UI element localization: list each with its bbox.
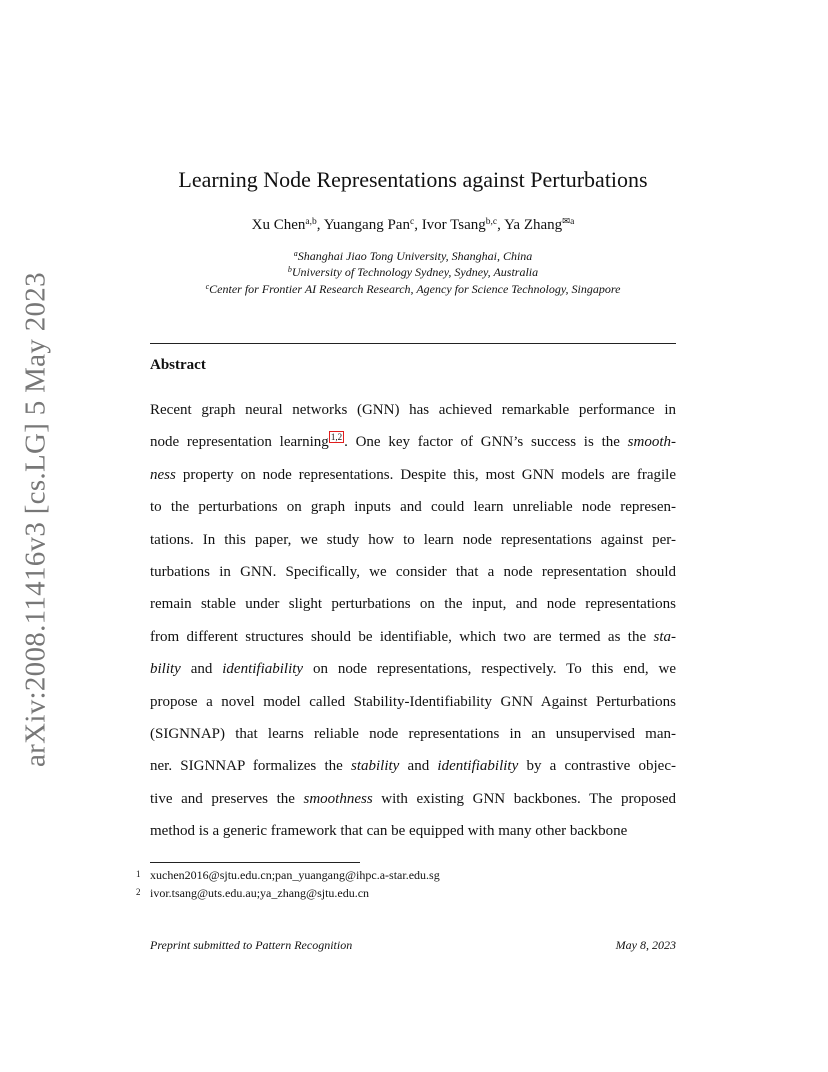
emphasized-term: stability bbox=[350, 758, 400, 775]
abstract-text: turbations in GNN. Specifically, we consider that a node representation should bbox=[150, 564, 676, 581]
affiliation-line bbox=[150, 281, 676, 297]
affiliation-mark: a bbox=[293, 249, 298, 258]
author-affiliation-mark: c bbox=[409, 217, 415, 227]
author-affiliation-mark: ✉a bbox=[562, 217, 575, 227]
abstract-line bbox=[150, 491, 676, 523]
abstract-text: method is a generic framework that can be equipped with many other backbone bbox=[150, 823, 628, 840]
emphasized-term: identifiability bbox=[222, 661, 304, 678]
abstract-text: propose a novel model called Stability-Identifiability GNN Against Perturbations bbox=[150, 693, 676, 710]
affiliation-text: Shanghai Jiao Tong University, Shanghai, China bbox=[297, 249, 533, 263]
footer-date: May 8, 2023 bbox=[615, 938, 676, 952]
abstract-line bbox=[150, 556, 676, 588]
abstract-line bbox=[150, 783, 676, 815]
abstract-line bbox=[150, 653, 676, 685]
affiliation-line bbox=[150, 264, 676, 280]
abstract-line bbox=[150, 588, 676, 620]
affiliation-mark: b bbox=[287, 265, 292, 275]
author-affiliation-mark: a,b bbox=[305, 217, 317, 227]
arxiv-identifier: arXiv:2008.11416v3 [cs.LG] 5 May 2023 bbox=[19, 272, 52, 768]
emphasized-term: smooth- bbox=[627, 434, 677, 451]
abstract-text: from different structures should be identifiable, which two are termed as the bbox=[150, 628, 654, 645]
abstract-line bbox=[150, 815, 676, 847]
abstract-text: on node representations, respectively. To this end, we bbox=[303, 661, 676, 678]
abstract-text: by a contrastive objec- bbox=[518, 758, 676, 775]
abstract-heading: Abstract bbox=[150, 357, 206, 373]
author-separator: , bbox=[316, 217, 324, 233]
footnote-text: xuchen2016@sjtu.edu.cn;pan_yuangang@ihpc.a-star.edu.sg bbox=[150, 868, 440, 882]
author-separator: , bbox=[497, 217, 505, 233]
abstract-text: . One key factor of GNN’s success is the bbox=[344, 434, 628, 451]
footnote-list bbox=[136, 866, 440, 902]
abstract-line bbox=[150, 394, 676, 426]
abstract-text: tations. In this paper, we study how to learn node representations against per- bbox=[150, 531, 676, 548]
abstract-text: tive and preserves the bbox=[150, 790, 304, 807]
abstract-line bbox=[150, 621, 676, 653]
affiliation-mark: c bbox=[205, 281, 210, 291]
author-name: Ya Zhang bbox=[504, 217, 563, 233]
affiliation-line bbox=[150, 248, 676, 264]
abstract-line bbox=[150, 750, 676, 782]
emphasized-term: ness bbox=[150, 466, 176, 483]
abstract-text: and bbox=[180, 661, 223, 678]
abstract-text: with existing GNN backbones. The proposed bbox=[372, 790, 676, 807]
author-name: Yuangang Pan bbox=[323, 217, 410, 233]
paper-title: Learning Node Representations against Perturbations bbox=[178, 167, 648, 192]
abstract-line bbox=[150, 426, 676, 458]
author-name: Ivor Tsang bbox=[421, 217, 486, 233]
footnote-item bbox=[136, 884, 440, 902]
footnote-item bbox=[136, 866, 440, 884]
author-name: Xu Chen bbox=[251, 217, 306, 233]
emphasized-term: identifiability bbox=[437, 758, 519, 775]
affiliation-text: University of Technology Sydney, Sydney, Australia bbox=[291, 265, 539, 280]
abstract-line bbox=[150, 718, 676, 750]
abstract-line bbox=[150, 686, 676, 718]
header-divider bbox=[150, 343, 676, 344]
author-separator: , bbox=[414, 217, 422, 233]
footnote-mark: 2 bbox=[136, 887, 141, 897]
abstract-line bbox=[150, 459, 676, 491]
abstract-text: property on node representations. Despite this, most GNN models are fragile bbox=[175, 466, 676, 483]
affiliation-text: Center for Frontier AI Research Research, Agency for Science Technology, Singapore bbox=[209, 281, 621, 296]
emphasized-term: sta- bbox=[653, 628, 676, 645]
abstract-text: Recent graph neural networks (GNN) has achieved remarkable performance in bbox=[150, 402, 676, 418]
emphasized-term: smoothness bbox=[303, 790, 373, 807]
footnote-reference-link[interactable]: 1,2 bbox=[330, 432, 343, 443]
footnote-mark: 1 bbox=[136, 869, 141, 879]
emphasized-term: bility bbox=[150, 661, 181, 678]
abstract-text: and bbox=[399, 758, 438, 775]
affiliation-list bbox=[150, 248, 676, 297]
footer-journal: Preprint submitted to Pattern Recognition bbox=[150, 938, 353, 952]
footnote-text: ivor.tsang@uts.edu.au;ya_zhang@sjtu.edu.cn bbox=[150, 886, 370, 900]
abstract-text: remain stable under slight perturbations on the input, and node representations bbox=[150, 596, 676, 613]
abstract-text: (SIGNNAP) that learns reliable node representations in an unsupervised man- bbox=[150, 726, 676, 743]
author-affiliation-mark: b,c bbox=[485, 217, 498, 227]
abstract-text: to the perturbations on graph inputs and could learn unreliable node represen- bbox=[150, 499, 676, 516]
abstract-body bbox=[150, 394, 676, 848]
author-list bbox=[150, 215, 676, 235]
abstract-text: node representation learning bbox=[150, 434, 329, 451]
abstract-line bbox=[150, 524, 676, 556]
abstract-text: ner. SIGNNAP formalizes the bbox=[150, 758, 351, 775]
footnote-divider bbox=[150, 862, 360, 863]
